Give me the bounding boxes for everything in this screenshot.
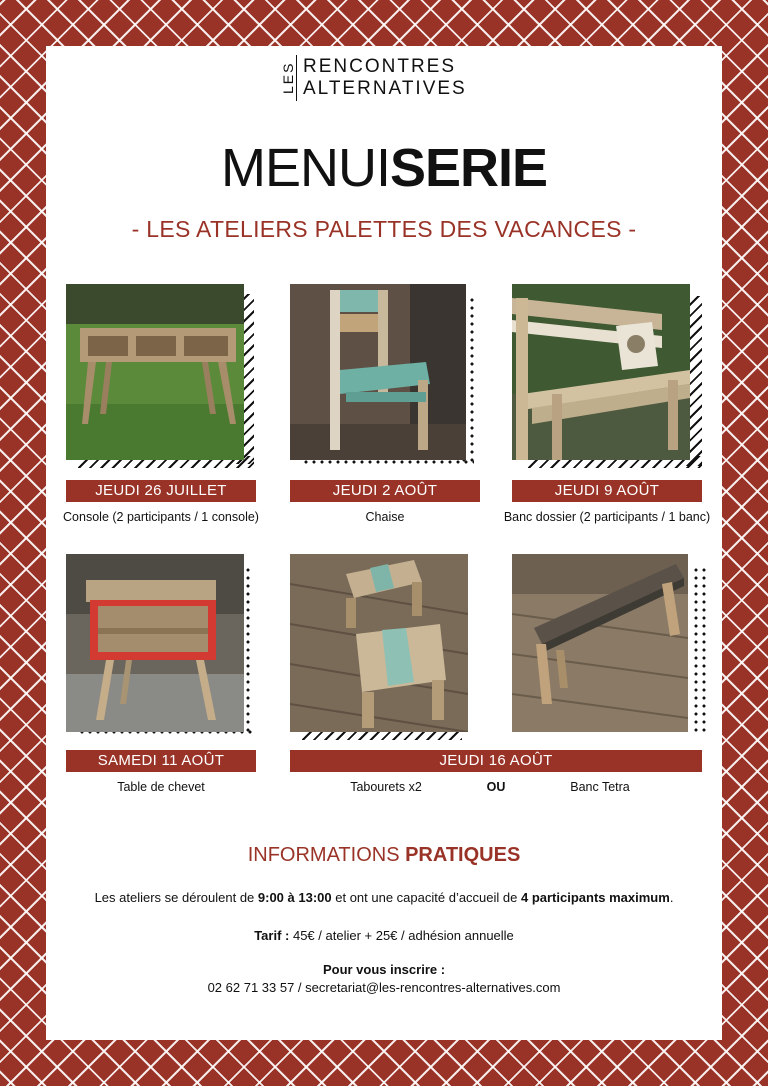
caption-banc-dossier: Banc dossier (2 participants / 1 banc) (503, 510, 711, 524)
caption-or: OU (486, 780, 506, 794)
photo-banc-tetra (512, 554, 688, 732)
info-contact: 02 62 71 33 57 / secretariat@les-rencontres-alternatives.com (207, 980, 561, 995)
tarif-label: Tarif : (254, 928, 290, 943)
caption-table-chevet: Table de chevet (117, 780, 205, 794)
poster-sheet (46, 46, 722, 1040)
page-subtitle: - LES ATELIERS PALETTES DES VACANCES - (131, 216, 637, 242)
info-hours: 9:00 à 13:00 (257, 890, 332, 905)
info-text: et ont une capacité d’accueil de (331, 890, 521, 905)
logo (276, 52, 496, 104)
photo-banc-dossier (512, 284, 690, 460)
photo-tabourets (290, 554, 468, 732)
photo-console (66, 284, 244, 460)
info-title-bold: PRATIQUES (405, 844, 521, 866)
caption-chaise: Chaise (365, 510, 405, 524)
title-bold: SERIE (389, 138, 548, 198)
caption-tabourets: Tabourets x2 (350, 780, 422, 794)
info-title-regular: INFORMATIONS (247, 844, 406, 866)
title-light: MENUI (220, 138, 390, 198)
date-bar-wide: JEUDI 16 AOÛT (290, 750, 702, 772)
caption-console: Console (2 participants / 1 console) (63, 510, 259, 524)
info-inscribe: Pour vous inscrire : (322, 962, 446, 977)
photo-table-chevet (66, 554, 244, 732)
info-title (46, 844, 722, 867)
date-bar: JEUDI 2 AOÛT (290, 480, 480, 502)
date-bar: JEUDI 9 AOÛT (512, 480, 702, 502)
decor-dots (692, 566, 706, 736)
logo-side-text: LES (276, 55, 297, 101)
date-bar: SAMEDI 11 AOÛT (66, 750, 256, 772)
date-bar: JEUDI 26 JUILLET (66, 480, 256, 502)
info-text: . (669, 890, 674, 905)
info-capacity: 4 participants maximum (520, 890, 670, 905)
info-schedule (46, 890, 722, 905)
logo-line-2: ALTERNATIVES (303, 78, 467, 99)
info-text: Les ateliers se déroulent de (94, 890, 258, 905)
info-tarif (46, 928, 722, 943)
page-title (46, 136, 722, 200)
tarif-value: 45€ / atelier + 25€ / adhésion annuelle (289, 928, 514, 943)
photo-chaise (290, 284, 466, 460)
caption-banc-tetra: Banc Tetra (570, 780, 630, 794)
logo-line-1: RENCONTRES (303, 56, 457, 77)
